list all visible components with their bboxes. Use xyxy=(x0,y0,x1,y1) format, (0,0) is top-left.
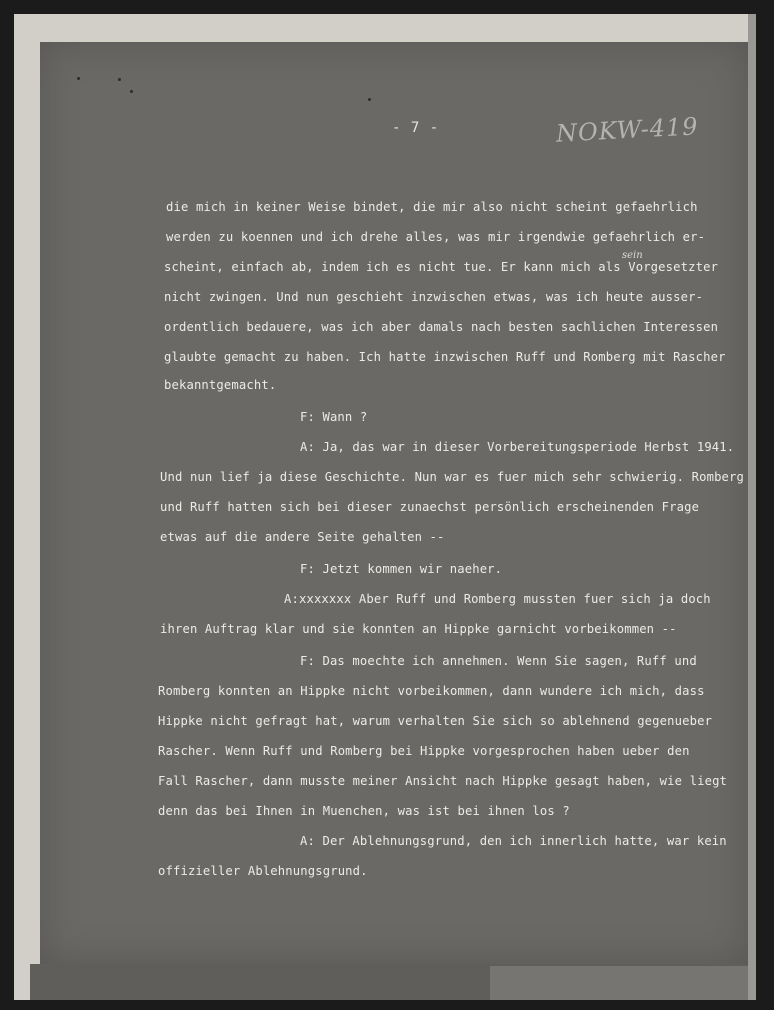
speck xyxy=(368,98,371,101)
paper-edge xyxy=(748,14,756,1000)
text-line: Romberg konnten an Hippke nicht vorbeikommen, dann wundere ich mich, dass xyxy=(158,684,705,698)
text-line: offizieller Ablehnungsgrund. xyxy=(158,864,368,878)
page-number: - 7 - xyxy=(392,120,440,136)
text-line: und Ruff hatten sich bei dieser zunaechst persönlich erscheinenden Frage xyxy=(160,500,700,514)
text-line: denn das bei Ihnen in Muenchen, was ist bei ihnen los ? xyxy=(158,804,570,818)
question-line: F: Wann ? xyxy=(300,410,368,424)
text-line: ordentlich bedauere, was ich aber damals nach besten sachlichen Interessen xyxy=(164,320,719,334)
handwritten-insert: sein xyxy=(622,250,643,261)
text-line: glaubte gemacht zu haben. Ich hatte inzwischen Ruff und Romberg mit Rascher xyxy=(164,350,726,364)
text-line: Und nun lief ja diese Geschichte. Nun war es fuer mich sehr schwierig. Romberg xyxy=(160,470,745,484)
answer-line: A: Ja, das war in dieser Vorbereitungsperiode Herbst 1941. xyxy=(300,440,735,454)
speck xyxy=(77,77,80,80)
text-line: nicht zwingen. Und nun geschieht inzwischen etwas, was ich heute ausser- xyxy=(164,290,704,304)
answer-line: A: Der Ablehnungsgrund, den ich innerlich hatte, war kein xyxy=(300,834,727,848)
question-line: F: Jetzt kommen wir naeher. xyxy=(300,562,503,576)
bottom-strip-light xyxy=(490,966,748,1000)
speck xyxy=(130,90,133,93)
text-line: bekanntgemacht. xyxy=(164,378,277,392)
speck xyxy=(118,78,121,81)
text-line: scheint, einfach ab, indem ich es nicht tue. Er kann mich als Vorgesetzter xyxy=(164,260,719,274)
answer-line: A:xxxxxxx Aber Ruff und Romberg mussten fuer sich ja doch xyxy=(284,592,711,606)
text-line: Hippke nicht gefragt hat, warum verhalten Sie sich so ablehnend gegenueber xyxy=(158,714,713,728)
text-line: etwas auf die andere Seite gehalten -- xyxy=(160,530,445,544)
text-line: die mich in keiner Weise bindet, die mir also nicht scheint gefaehrlich xyxy=(166,200,698,214)
text-line: werden zu koennen und ich drehe alles, was mir irgendwie gefaehrlich er- xyxy=(166,230,706,244)
text-line: ihren Auftrag klar und sie konnten an Hippke garnicht vorbeikommen -- xyxy=(160,622,677,636)
handwritten-document-reference: NOKW-419 xyxy=(555,112,700,148)
text-line: Rascher. Wenn Ruff und Romberg bei Hippke vorgesprochen haben ueber den xyxy=(158,744,690,758)
text-line: Fall Rascher, dann musste meiner Ansicht nach Hippke gesagt haben, wie liegt xyxy=(158,774,728,788)
question-line: F: Das moechte ich annehmen. Wenn Sie sagen, Ruff und xyxy=(300,654,697,668)
